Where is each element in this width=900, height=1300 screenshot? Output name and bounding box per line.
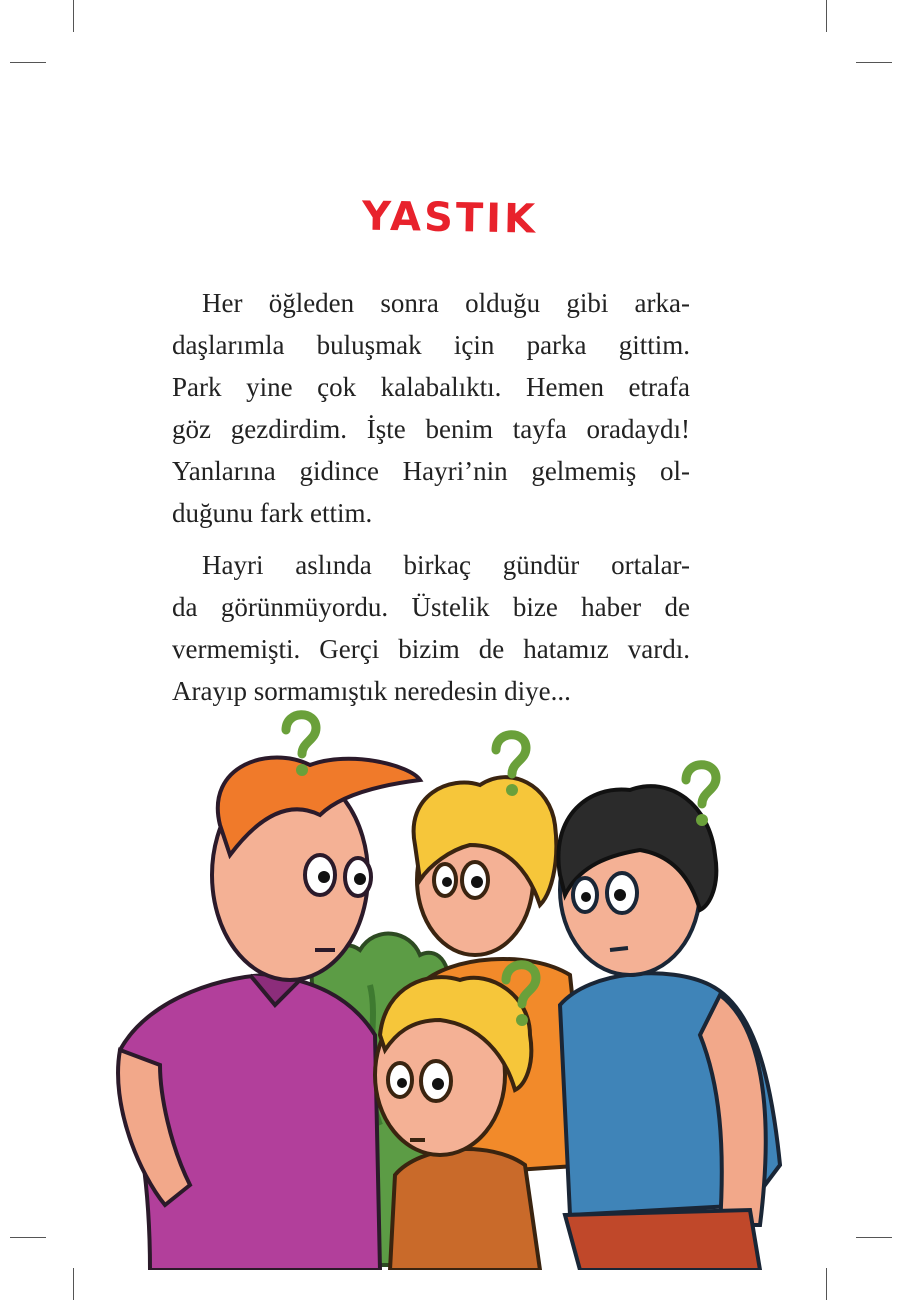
- illustration-boys: [110, 705, 800, 1270]
- text-line: vermemişti. Gerçi bizim de hatamız vardı.: [172, 634, 690, 664]
- crop-mark-bottom-left-v: [73, 1268, 74, 1300]
- crop-mark-top-left-v: [73, 0, 74, 32]
- crop-mark-top-left-h: [10, 62, 46, 63]
- text-line: da görünmüyordu. Üstelik bize haber de: [172, 592, 690, 622]
- chapter-title: YASTIK: [361, 193, 539, 243]
- text-line: Hayri aslında birkaç gündür ortalar-: [202, 550, 690, 580]
- text-line: Her öğleden sonra olduğu gibi arka-: [202, 288, 690, 318]
- text-line: Park yine çok kalabalıktı. Hemen etrafa: [172, 372, 690, 402]
- crop-mark-top-right-v: [826, 0, 827, 32]
- crop-mark-bottom-right-h: [856, 1237, 892, 1238]
- text-line: daşlarımla buluşmak için parka gittim.: [172, 330, 690, 360]
- crop-mark-bottom-left-h: [10, 1237, 46, 1238]
- crop-mark-bottom-right-v: [826, 1268, 827, 1300]
- story-text: [172, 282, 690, 712]
- paragraph-1: [172, 282, 690, 534]
- boy-black-hair: [558, 786, 780, 1270]
- crop-mark-top-right-h: [856, 62, 892, 63]
- text-line: göz gezdirdim. İşte benim tayfa oradaydı!: [172, 414, 690, 444]
- text-line: duğunu fark ettim.: [172, 498, 373, 528]
- paragraph-2: [172, 544, 690, 712]
- text-line: Arayıp sormamıştık neredesin diye...: [172, 676, 571, 706]
- text-line: Yanlarına gidince Hayri’nin gelmemiş ol-: [172, 456, 690, 486]
